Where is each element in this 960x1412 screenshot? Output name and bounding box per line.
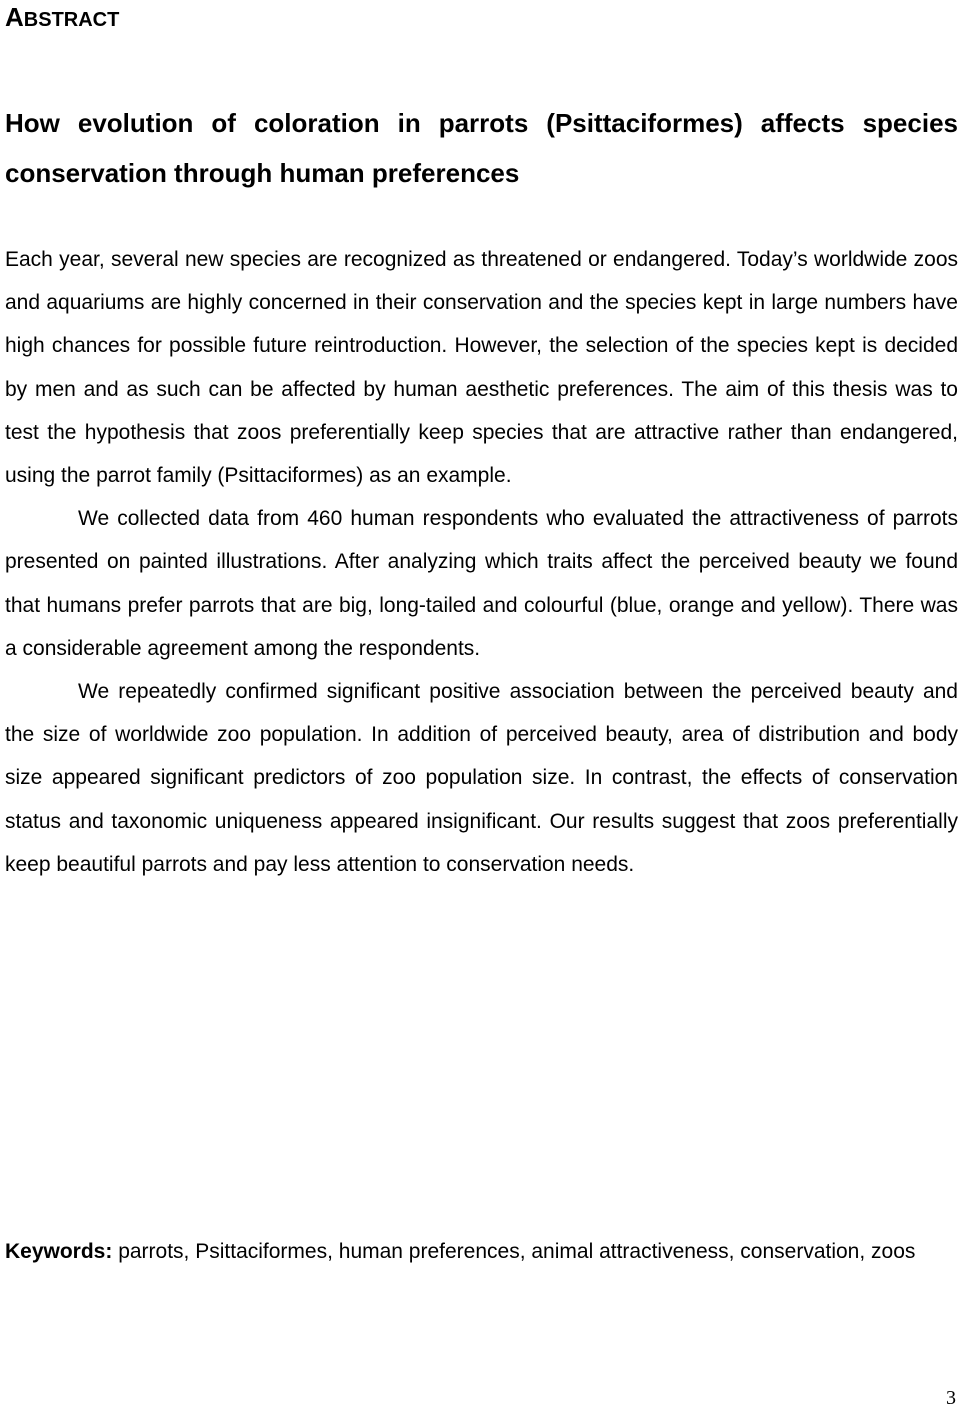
abstract-paragraph-3: We repeatedly confirmed significant positive association between the perceived beauty and the size of worldwide zoo population. In addition of perceived beauty, area of distribution and body size appeared significant predictors of zoo population size. In contrast, the effects of conservation status and taxonomic uniqueness appeared insignificant. Our results suggest that zoos preferentially keep beautiful parrots and pay less attention to conservation needs. xyxy=(5,680,958,876)
abstract-paragraph-1: Each year, several new species are recognized as threatened or endangered. Today’s worldwide zoos and aquariums are highly concerned in their conservation and the species kept in large numbers have high chances for possible future reintroduction. However, the selection of the species kept is decided by men and as such can be affected by human aesthetic preferences. The aim of this thesis was to test the hypothesis that zoos preferentially keep species that are attractive rather than endangered, using the parrot family (Psittaciformes) as an example. xyxy=(5,248,958,488)
thesis-title: How evolution of coloration in parrots (Psittaciformes) affects species conservation through human preferences xyxy=(5,108,958,188)
abstract-heading xyxy=(5,2,119,35)
abstract-paragraph-2: We collected data from 460 human respondents who evaluated the attractiveness of parrots presented on painted illustrations. After analyzing which traits affect the perceived beauty we found that humans prefer parrots that are big, long-tailed and colourful (blue, orange and yellow). There was a considerable agreement among the respondents. xyxy=(5,507,958,660)
keywords-section xyxy=(5,1230,958,1273)
keywords-label: Keywords: xyxy=(5,1240,113,1263)
keywords-list: parrots, Psittaciformes, human preferences, animal attractiveness, conservation, zoos xyxy=(118,1240,916,1263)
abstract-heading-initial: A xyxy=(5,2,24,32)
abstract-body xyxy=(5,238,958,886)
page-number: 3 xyxy=(946,1387,956,1409)
abstract-heading-rest: BSTRACT xyxy=(23,9,120,31)
